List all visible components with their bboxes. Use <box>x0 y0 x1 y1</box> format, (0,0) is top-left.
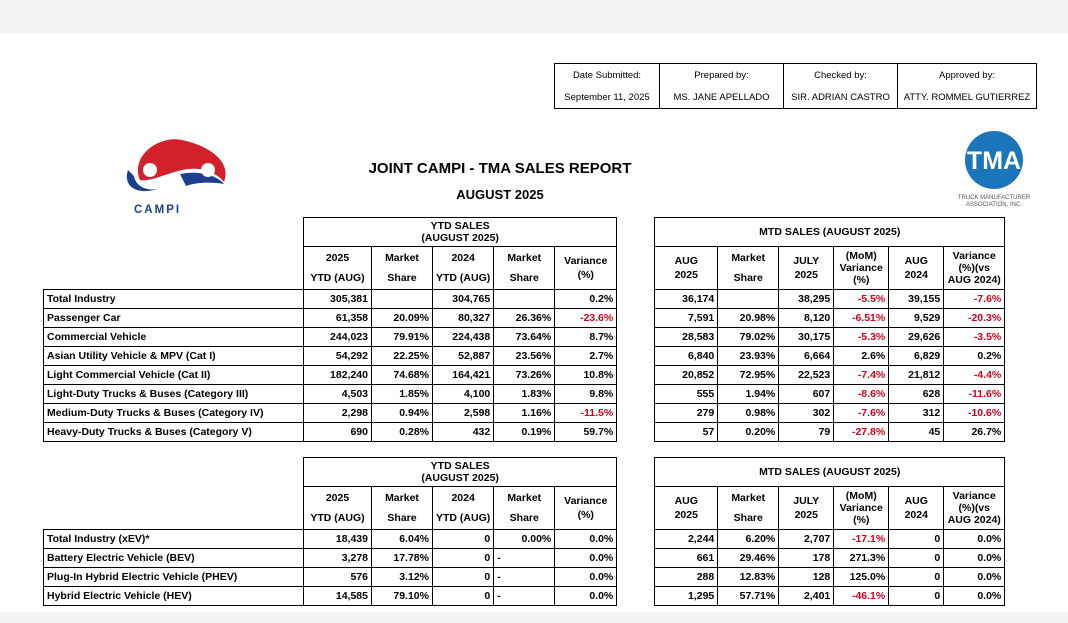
table-row <box>44 290 1005 309</box>
aug-2025-cell: 36,174 <box>655 290 718 309</box>
col-label: 2025 <box>674 269 698 281</box>
col-label: (MoM) <box>845 250 877 262</box>
ytd-sales-header <box>304 218 617 247</box>
ytd-2024-cell: 0 <box>433 568 494 587</box>
prepared-by-value: MS. JANE APELLADO <box>660 86 784 109</box>
col-label: Share <box>509 512 539 524</box>
market-share-2024-cell <box>494 290 555 309</box>
mom-variance-cell: 271.3% <box>834 549 889 568</box>
yoy-variance-cell: -4.4% <box>944 366 1005 385</box>
aug-2025-cell: 661 <box>655 549 718 568</box>
spacer-cell <box>617 568 655 587</box>
mtd-market-share-cell: 29.46% <box>718 549 779 568</box>
ytd-2024-cell: 432 <box>433 423 494 442</box>
col-label: 2024 <box>451 252 475 264</box>
yoy-variance-cell: -7.6% <box>944 290 1005 309</box>
row-label: Asian Utility Vehicle & MPV (Cat I) <box>44 347 304 366</box>
yoy-variance-cell: 0.0% <box>944 530 1005 549</box>
market-share-2025-cell: 79.10% <box>372 587 433 606</box>
market-share-2025-cell: 17.78% <box>372 549 433 568</box>
row-label: Commercial Vehicle <box>44 328 304 347</box>
col-label: YTD (AUG) <box>436 272 491 284</box>
row-label: Medium-Duty Trucks & Buses (Category IV) <box>44 404 304 423</box>
spacer-cell <box>617 404 655 423</box>
table-row <box>44 366 1005 385</box>
bottom-bar <box>0 612 1068 623</box>
yoy-variance-cell: -10.6% <box>944 404 1005 423</box>
col-label: 2025 <box>325 492 350 504</box>
july-2025-cell: 2,707 <box>779 530 834 549</box>
tma-logo-subtext-1: TRUCK MANUFACTURER <box>957 195 1031 201</box>
ytd-2024-cell: 4,100 <box>433 385 494 404</box>
spacer-cell <box>617 366 655 385</box>
ytd-2024-cell: 0 <box>433 587 494 606</box>
col-label: AUG <box>674 255 698 267</box>
ytd-2025-cell: 14,585 <box>304 587 372 606</box>
market-share-2025-cell: 20.09% <box>372 309 433 328</box>
july-2025-cell: 6,664 <box>779 347 834 366</box>
mtd-sales-header: MTD SALES (AUGUST 2025) <box>655 458 1005 487</box>
variance-cell: 9.8% <box>555 385 617 404</box>
table-row <box>44 587 1005 606</box>
col-label: Share <box>387 272 417 284</box>
col-aug-2025 <box>655 247 718 290</box>
market-share-2024-cell: 73.64% <box>494 328 555 347</box>
col-label: AUG 2024) <box>947 514 1001 526</box>
spacer-cell <box>617 309 655 328</box>
col-label: Variance <box>952 490 996 502</box>
col-label: 2025 <box>325 252 350 264</box>
col-label: Share <box>733 512 763 524</box>
market-share-2024-cell: - <box>494 549 555 568</box>
col-yoy-variance <box>944 487 1005 530</box>
mtd-market-share-cell: 72.95% <box>718 366 779 385</box>
july-2025-cell: 22,523 <box>779 366 834 385</box>
col-ytd-2025 <box>304 487 372 530</box>
mtd-market-share-cell: 20.98% <box>718 309 779 328</box>
col-label: YTD (AUG) <box>310 272 365 284</box>
ytd-title-1: YTD SALES <box>430 460 490 472</box>
yoy-variance-cell: -3.5% <box>944 328 1005 347</box>
col-label: (%) <box>577 269 594 281</box>
report-subtitle: AUGUST 2025 <box>456 187 544 202</box>
aug-2024-cell: 0 <box>889 530 944 549</box>
mtd-market-share-cell: 6.20% <box>718 530 779 549</box>
market-share-2024-cell: 23.56% <box>494 347 555 366</box>
market-share-2024-cell: - <box>494 587 555 606</box>
row-label: Heavy-Duty Trucks & Buses (Category V) <box>44 423 304 442</box>
aug-2024-cell: 39,155 <box>889 290 944 309</box>
july-2025-cell: 302 <box>779 404 834 423</box>
date-submitted-label: Date Submitted: <box>555 64 660 87</box>
variance-cell: 0.2% <box>555 290 617 309</box>
spacer-cell <box>617 347 655 366</box>
row-label: Total Industry <box>44 290 304 309</box>
row-label: Hybrid Electric Vehicle (HEV) <box>44 587 304 606</box>
july-2025-cell: 128 <box>779 568 834 587</box>
ytd-2025-cell: 182,240 <box>304 366 372 385</box>
col-label: Market <box>385 252 419 264</box>
spacer-cell <box>617 385 655 404</box>
approved-by-label: Approved by: <box>898 64 1037 87</box>
market-share-2025-cell: 0.94% <box>372 404 433 423</box>
col-label: (%)(vs <box>958 262 990 274</box>
mom-variance-cell: -6.51% <box>834 309 889 328</box>
col-market-share-2025 <box>372 487 433 530</box>
ytd-2024-cell: 224,438 <box>433 328 494 347</box>
ytd-2025-cell: 3,278 <box>304 549 372 568</box>
col-label: 2025 <box>674 509 698 521</box>
variance-cell: 59.7% <box>555 423 617 442</box>
col-mtd-market-share <box>718 487 779 530</box>
aug-2025-cell: 6,840 <box>655 347 718 366</box>
aug-2024-cell: 9,529 <box>889 309 944 328</box>
top-bar <box>0 0 1068 33</box>
market-share-2025-cell: 79.91% <box>372 328 433 347</box>
col-july-2025 <box>779 487 834 530</box>
col-label: 2025 <box>794 269 818 281</box>
col-label: Market <box>507 492 542 504</box>
col-label: (%) <box>853 274 870 286</box>
market-share-2025-cell: 74.68% <box>372 366 433 385</box>
aug-2025-cell: 20,852 <box>655 366 718 385</box>
aug-2025-cell: 7,591 <box>655 309 718 328</box>
table-row <box>44 530 1005 549</box>
ytd-sales-header <box>304 458 617 487</box>
mom-variance-cell: -17.1% <box>834 530 889 549</box>
variance-cell: 8.7% <box>555 328 617 347</box>
col-label: Market <box>731 492 766 504</box>
yoy-variance-cell: 26.7% <box>944 423 1005 442</box>
table-row <box>44 309 1005 328</box>
ytd-2025-cell: 4,503 <box>304 385 372 404</box>
yoy-variance-cell: 0.0% <box>944 568 1005 587</box>
col-label: Variance <box>564 495 608 507</box>
ytd-title-2: (AUGUST 2025) <box>421 232 499 244</box>
aug-2025-cell: 279 <box>655 404 718 423</box>
mtd-sales-header: MTD SALES (AUGUST 2025) <box>655 218 1005 247</box>
ytd-2025-cell: 18,439 <box>304 530 372 549</box>
market-share-2024-cell: 0.19% <box>494 423 555 442</box>
col-market-share-2024 <box>494 487 555 530</box>
col-label: 2024 <box>904 269 928 281</box>
ytd-2025-cell: 2,298 <box>304 404 372 423</box>
table-subheader-row <box>44 487 1005 530</box>
col-label: Variance <box>839 502 883 514</box>
ytd-2024-cell: 0 <box>433 530 494 549</box>
ytd-2024-cell: 52,887 <box>433 347 494 366</box>
ytd-2024-cell: 164,421 <box>433 366 494 385</box>
variance-cell: 2.7% <box>555 347 617 366</box>
col-label: Share <box>387 512 417 524</box>
mtd-market-share-cell: 12.83% <box>718 568 779 587</box>
variance-cell: 10.8% <box>555 366 617 385</box>
col-ytd-2024 <box>433 487 494 530</box>
tma-logo-text: TMA <box>966 147 1022 175</box>
variance-cell: 0.0% <box>555 568 617 587</box>
mom-variance-cell: -27.8% <box>834 423 889 442</box>
report-title: JOINT CAMPI - TMA SALES REPORT <box>368 160 632 177</box>
campi-logo-text: CAMPI <box>134 204 182 216</box>
sales-table-xev <box>43 457 1005 606</box>
col-label: (%) <box>853 514 870 526</box>
market-share-2025-cell: 22.25% <box>372 347 433 366</box>
checked-by-label: Checked by: <box>784 64 898 87</box>
ytd-2024-cell: 2,598 <box>433 404 494 423</box>
col-label: 2025 <box>794 509 818 521</box>
aug-2024-cell: 21,812 <box>889 366 944 385</box>
july-2025-cell: 607 <box>779 385 834 404</box>
col-label: (%)(vs <box>958 502 990 514</box>
variance-cell: 0.0% <box>555 587 617 606</box>
aug-2024-cell: 29,626 <box>889 328 944 347</box>
col-aug-2025 <box>655 487 718 530</box>
mom-variance-cell: -46.1% <box>834 587 889 606</box>
col-mom-variance <box>834 247 889 290</box>
table-row <box>44 423 1005 442</box>
aug-2024-cell: 0 <box>889 568 944 587</box>
col-label: Variance <box>952 250 996 262</box>
col-label: Market <box>731 252 766 264</box>
row-label: Light-Duty Trucks & Buses (Category III) <box>44 385 304 404</box>
market-share-2025-cell: 3.12% <box>372 568 433 587</box>
aug-2025-cell: 555 <box>655 385 718 404</box>
july-2025-cell: 178 <box>779 549 834 568</box>
col-label: JULY <box>793 255 820 267</box>
variance-cell: 0.0% <box>555 549 617 568</box>
col-july-2025 <box>779 247 834 290</box>
ytd-title-2: (AUGUST 2025) <box>421 472 499 484</box>
table-row <box>44 347 1005 366</box>
mtd-market-share-cell: 0.98% <box>718 404 779 423</box>
table-row <box>44 385 1005 404</box>
aug-2024-cell: 45 <box>889 423 944 442</box>
row-label: Plug-In Hybrid Electric Vehicle (PHEV) <box>44 568 304 587</box>
mom-variance-cell: -7.4% <box>834 366 889 385</box>
col-label: AUG <box>904 495 928 507</box>
tma-logo <box>948 130 1040 212</box>
aug-2024-cell: 0 <box>889 587 944 606</box>
market-share-2024-cell: 1.16% <box>494 404 555 423</box>
ytd-2025-cell: 54,292 <box>304 347 372 366</box>
mom-variance-cell: 2.6% <box>834 347 889 366</box>
market-share-2025-cell: 6.04% <box>372 530 433 549</box>
ytd-2024-cell: 304,765 <box>433 290 494 309</box>
table-row <box>44 549 1005 568</box>
col-variance <box>555 487 617 530</box>
sales-table-vehicle-categories <box>43 217 1005 442</box>
mom-variance-cell: -8.6% <box>834 385 889 404</box>
mtd-market-share-cell: 57.71% <box>718 587 779 606</box>
col-ytd-2025 <box>304 247 372 290</box>
aug-2024-cell: 312 <box>889 404 944 423</box>
date-submitted-value: September 11, 2025 <box>555 86 660 109</box>
spacer-cell <box>617 423 655 442</box>
july-2025-cell: 38,295 <box>779 290 834 309</box>
col-label: Share <box>733 272 763 284</box>
aug-2025-cell: 1,295 <box>655 587 718 606</box>
ytd-2025-cell: 305,381 <box>304 290 372 309</box>
row-label: Passenger Car <box>44 309 304 328</box>
col-market-share-2025 <box>372 247 433 290</box>
approved-by-value: ATTY. ROMMEL GUTIERREZ <box>898 86 1037 109</box>
aug-2025-cell: 57 <box>655 423 718 442</box>
col-label: YTD (AUG) <box>310 512 365 524</box>
yoy-variance-cell: 0.0% <box>944 587 1005 606</box>
spacer-cell <box>617 549 655 568</box>
col-label: (MoM) <box>845 490 877 502</box>
aug-2024-cell: 6,829 <box>889 347 944 366</box>
variance-cell: -23.6% <box>555 309 617 328</box>
mtd-market-share-cell: 0.20% <box>718 423 779 442</box>
col-label: AUG <box>904 255 928 267</box>
variance-cell: 0.0% <box>555 530 617 549</box>
mtd-market-share-cell <box>718 290 779 309</box>
checked-by-value: SIR. ADRIAN CASTRO <box>784 86 898 109</box>
market-share-2024-cell: 73.26% <box>494 366 555 385</box>
row-label: Light Commercial Vehicle (Cat II) <box>44 366 304 385</box>
mom-variance-cell: -5.3% <box>834 328 889 347</box>
table-header-row <box>44 458 1005 487</box>
aug-2024-cell: 628 <box>889 385 944 404</box>
table-row <box>44 404 1005 423</box>
col-label: Market <box>385 492 419 504</box>
table-header-row <box>44 218 1005 247</box>
yoy-variance-cell: 0.2% <box>944 347 1005 366</box>
july-2025-cell: 8,120 <box>779 309 834 328</box>
approval-table <box>554 63 1037 109</box>
mom-variance-cell: 125.0% <box>834 568 889 587</box>
col-mtd-market-share <box>718 247 779 290</box>
col-aug-2024 <box>889 487 944 530</box>
mom-variance-cell: -7.6% <box>834 404 889 423</box>
ytd-2025-cell: 244,023 <box>304 328 372 347</box>
col-label: Share <box>509 272 539 284</box>
col-label: (%) <box>577 509 594 521</box>
yoy-variance-cell: -11.6% <box>944 385 1005 404</box>
ytd-title-1: YTD SALES <box>430 220 490 232</box>
col-label: JULY <box>793 495 820 507</box>
aug-2025-cell: 2,244 <box>655 530 718 549</box>
col-aug-2024 <box>889 247 944 290</box>
market-share-2025-cell: 1.85% <box>372 385 433 404</box>
col-label: Variance <box>839 262 883 274</box>
col-label: Variance <box>564 255 608 267</box>
col-ytd-2024 <box>433 247 494 290</box>
ytd-2025-cell: 61,358 <box>304 309 372 328</box>
spacer-cell <box>617 530 655 549</box>
col-label: 2024 <box>451 492 475 504</box>
july-2025-cell: 2,401 <box>779 587 834 606</box>
july-2025-cell: 30,175 <box>779 328 834 347</box>
variance-cell: -11.5% <box>555 404 617 423</box>
aug-2024-cell: 0 <box>889 549 944 568</box>
col-yoy-variance <box>944 247 1005 290</box>
col-label: AUG 2024) <box>947 274 1001 286</box>
col-mom-variance <box>834 487 889 530</box>
spacer-cell <box>617 587 655 606</box>
row-label: Total Industry (xEV)* <box>44 530 304 549</box>
table-row <box>44 328 1005 347</box>
aug-2025-cell: 288 <box>655 568 718 587</box>
mtd-market-share-cell: 79.02% <box>718 328 779 347</box>
table-row <box>44 568 1005 587</box>
col-label: AUG <box>674 495 698 507</box>
market-share-2025-cell: 0.28% <box>372 423 433 442</box>
market-share-2024-cell: 0.00% <box>494 530 555 549</box>
aug-2025-cell: 28,583 <box>655 328 718 347</box>
market-share-2025-cell <box>372 290 433 309</box>
col-label: Market <box>507 252 542 264</box>
market-share-2024-cell: 26.36% <box>494 309 555 328</box>
ytd-2024-cell: 0 <box>433 549 494 568</box>
col-label: 2024 <box>904 509 928 521</box>
spacer-cell <box>617 328 655 347</box>
row-label: Battery Electric Vehicle (BEV) <box>44 549 304 568</box>
col-market-share-2024 <box>494 247 555 290</box>
prepared-by-label: Prepared by: <box>660 64 784 87</box>
yoy-variance-cell: 0.0% <box>944 549 1005 568</box>
mtd-market-share-cell: 1.94% <box>718 385 779 404</box>
col-variance <box>555 247 617 290</box>
yoy-variance-cell: -20.3% <box>944 309 1005 328</box>
ytd-2025-cell: 690 <box>304 423 372 442</box>
market-share-2024-cell: - <box>494 568 555 587</box>
col-label: YTD (AUG) <box>436 512 491 524</box>
mtd-market-share-cell: 23.93% <box>718 347 779 366</box>
mom-variance-cell: -5.5% <box>834 290 889 309</box>
july-2025-cell: 79 <box>779 423 834 442</box>
ytd-2024-cell: 80,327 <box>433 309 494 328</box>
table-subheader-row <box>44 247 1005 290</box>
spacer-cell <box>617 290 655 309</box>
market-share-2024-cell: 1.83% <box>494 385 555 404</box>
tma-logo-subtext-2: ASSOCIATION, INC. <box>966 202 1022 208</box>
ytd-2025-cell: 576 <box>304 568 372 587</box>
